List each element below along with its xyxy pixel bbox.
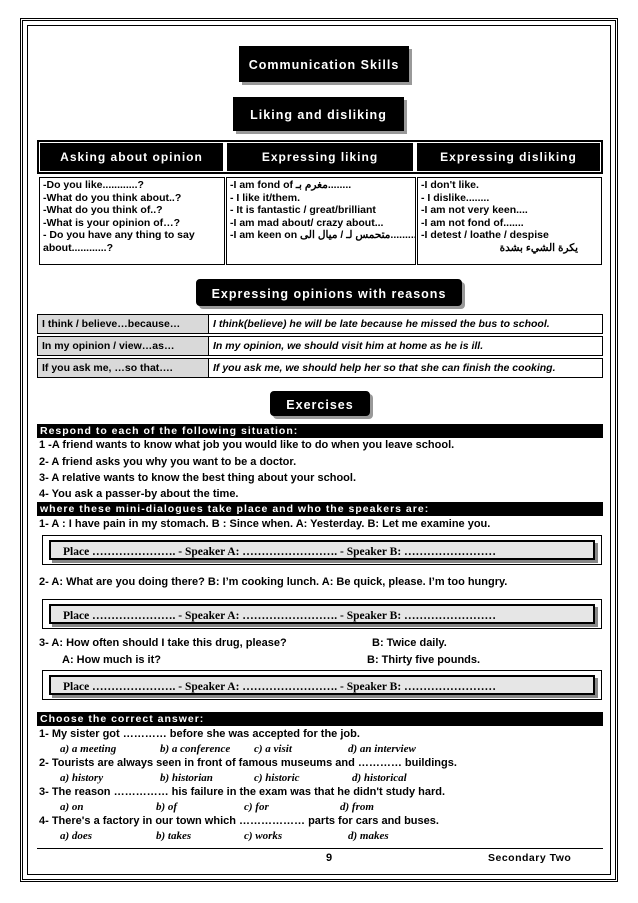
title-opinions-text: Expressing opinions with reasons <box>211 287 447 301</box>
question-2: 2- Tourists are always seen in front of famous museums and ………… buildings. <box>39 757 457 769</box>
opinion-key: In my opinion / view…as… <box>38 337 209 355</box>
section-respond-heading: Respond to each of the following situation: <box>37 424 603 438</box>
place-answer-inner <box>49 675 595 695</box>
title-exercises <box>270 391 370 416</box>
asking-item: -What do you think about..? <box>43 191 182 204</box>
liking-item: - It is fantastic / great/brilliant <box>230 204 376 216</box>
asking-item: about............? <box>43 241 113 254</box>
place-answer-box-3 <box>42 670 602 700</box>
option: d) an interview <box>348 743 416 755</box>
liking-item: -I am keen on متحمس لـ / ميال الى......... <box>230 229 417 241</box>
title-liking-disliking <box>233 97 404 131</box>
disliking-item: -I detest / loathe / despise <box>421 229 549 241</box>
dialogue-1: 1- A : I have pain in my stomach. B : Since when. A: Yesterday. B: Let me examine you. <box>39 518 491 530</box>
option: b) takes <box>156 830 192 842</box>
option: b) a conference <box>160 743 231 755</box>
opinion-value: In my opinion, we should visit him at home as he is ill. <box>213 340 484 352</box>
title-communication-skills <box>239 46 409 82</box>
liking-item: - I like it/them. <box>230 191 301 204</box>
opinion-row <box>37 358 603 378</box>
option: b) of <box>156 801 178 813</box>
header-asking <box>40 143 223 171</box>
option: d) makes <box>348 830 389 842</box>
dialogue-2: 2- A: What are you doing there? B: I’m cooking lunch. A: Be quick, please. I’m too hungry. <box>39 576 508 588</box>
option: a) history <box>60 772 104 784</box>
question-3: 3- The reason …………… his failure in the exam was that he didn't study hard. <box>39 786 446 798</box>
dialogue-3-a: 3- A: How often should I take this drug, please? <box>39 637 287 649</box>
asking-item: - Do you have any thing to say <box>43 229 195 241</box>
header-liking-text: Expressing liking <box>261 150 379 164</box>
situation-item: 1 -A friend wants to know what job you would like to do when you leave school. <box>39 439 455 451</box>
option: b) historian <box>160 772 213 784</box>
column-disliking <box>417 177 602 265</box>
opinion-key: I think / believe…because… <box>38 315 209 333</box>
footer-rule <box>37 848 603 849</box>
disliking-item: يكرة الشيء بشدة <box>499 241 578 254</box>
disliking-item: -I am not fond of....... <box>421 216 524 229</box>
place-answer-inner <box>49 604 595 624</box>
option: c) works <box>244 830 283 842</box>
dialogue-3-c: A: How much is it? <box>62 654 161 666</box>
header-asking-text: Asking about opinion <box>60 150 203 164</box>
option: a) a meeting <box>60 743 117 755</box>
option: c) a visit <box>254 743 292 755</box>
column-liking <box>226 177 416 265</box>
liking-item: -I am fond of مغرم بـ........ <box>230 179 352 191</box>
liking-item: -I am mad about/ crazy about... <box>230 216 384 229</box>
page-number: 9 <box>326 852 333 864</box>
dialogue-3-b: B: Twice daily. <box>372 637 447 649</box>
situation-item: 3- A relative wants to know the best thing about your school. <box>39 472 356 484</box>
header-liking <box>227 143 413 171</box>
situation-item: 2- A friend asks you why you want to be a doctor. <box>39 456 297 468</box>
disliking-item: -I am not very keen.... <box>421 204 528 216</box>
option: a) on <box>60 801 84 813</box>
footer-label: Secondary Two <box>488 852 572 864</box>
opinion-key: If you ask me, …so that…. <box>38 359 209 377</box>
option: d) from <box>340 801 374 813</box>
place-answer-box-1 <box>42 535 602 565</box>
question-1: 1- My sister got ………… before she was accepted for the job. <box>39 728 360 740</box>
section-dialogues-heading: where these mini-dialogues take place and who the speakers are: <box>37 502 603 516</box>
header-disliking-text: Expressing disliking <box>440 150 577 164</box>
title-liking-text: Liking and disliking <box>250 108 387 122</box>
option: c) for <box>244 801 269 813</box>
opinion-value: If you ask me, we should help her so that she can finish the cooking. <box>213 362 556 374</box>
section-choose-heading: Choose the correct answer: <box>37 712 603 726</box>
column-asking <box>39 177 225 265</box>
title-exercises-text: Exercises <box>286 398 354 412</box>
disliking-item: - I dislike........ <box>421 191 490 204</box>
asking-item: -What do you think of..? <box>43 204 163 216</box>
title-opinions <box>196 279 462 306</box>
opinion-row <box>37 314 603 334</box>
question-4: 4- There's a factory in our town which ……………… parts for cars and buses. <box>39 815 439 827</box>
option: c) historic <box>254 772 300 784</box>
opinion-value: I think(believe) he will be late because he missed the bus to school. <box>213 318 550 330</box>
place-answer-text: Place …………………. - Speaker A: ……………………. - Speaker B: …………………… <box>63 610 497 622</box>
dialogue-3-d: B: Thirty five pounds. <box>367 654 481 666</box>
place-answer-text: Place …………………. - Speaker A: ……………………. - Speaker B: …………………… <box>63 681 497 693</box>
option: d) historical <box>352 772 407 784</box>
option: a) does <box>60 830 93 842</box>
title-communication-text: Communication Skills <box>248 58 400 72</box>
place-answer-inner <box>49 540 595 560</box>
header-disliking <box>417 143 600 171</box>
opinion-row <box>37 336 603 356</box>
asking-item: -What is your opinion of…? <box>43 216 181 229</box>
place-answer-text: Place …………………. - Speaker A: ……………………. - Speaker B: …………………… <box>63 546 497 558</box>
asking-item: -Do you like............? <box>43 179 144 191</box>
situation-item: 4- You ask a passer-by about the time. <box>39 488 239 500</box>
disliking-item: -I don't like. <box>421 179 479 191</box>
place-answer-box-2 <box>42 599 602 629</box>
